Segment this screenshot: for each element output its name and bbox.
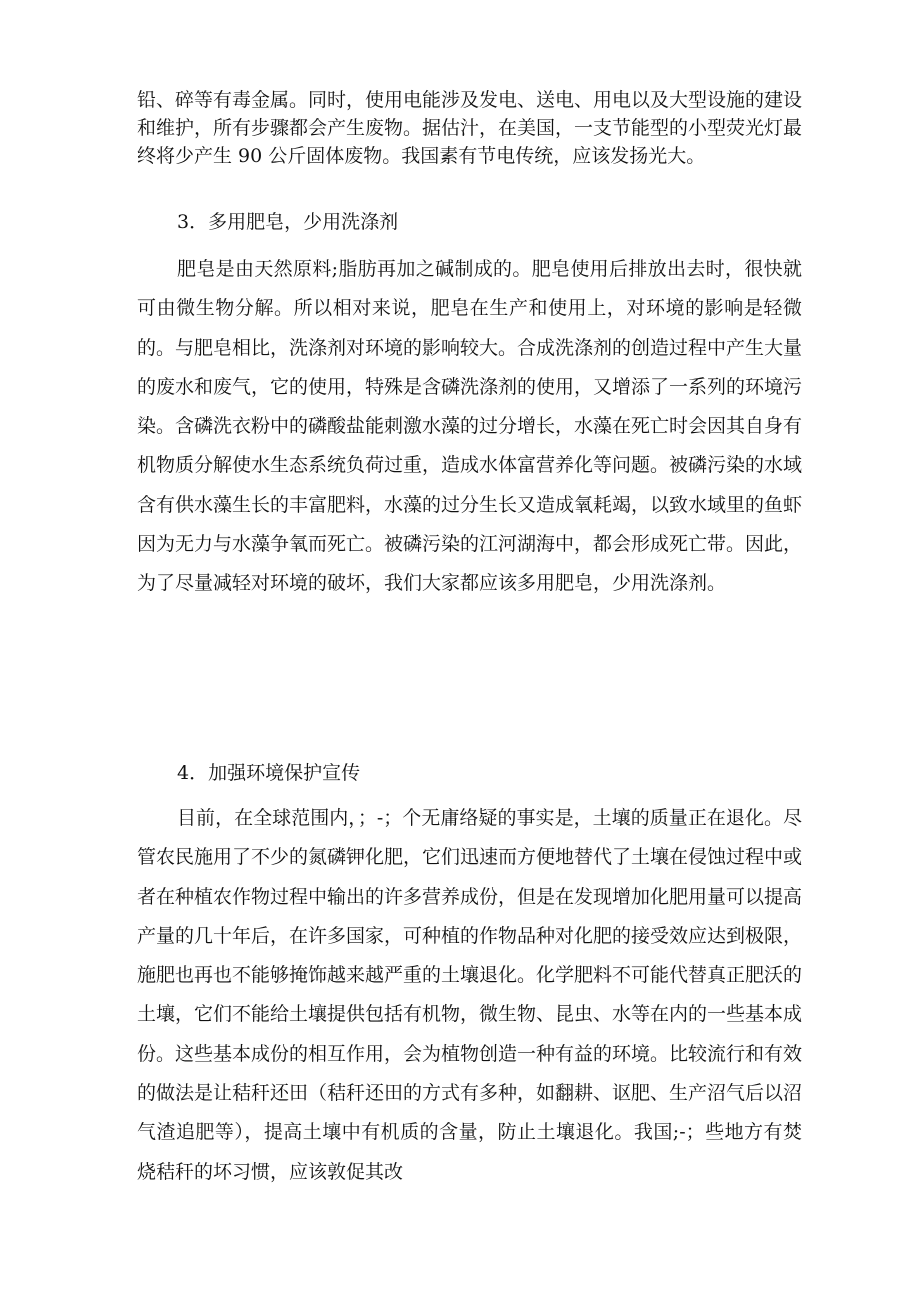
section-heading-4: 4．加强环境保护宣传: [177, 762, 361, 784]
paragraph-soil: 目前，在全球范围内，；-；个无庸络疑的事实是，土壤的质量正在退化。尽管农民施用了不少的氮磷钾化肥，它们迅速而方便地替代了土壤在侵蚀过程中或者在种植农作物过程中输出的许多营养成份，但是在发现增加化肥用量可以提高产量的几十年后，在许多国家，可种植的作物品种对化肥的接受效应达到极限，施肥也再也不能够掩饰越来越严重的土壤退化。化学肥料不可能代替真正肥沃的土壤，它们不能给土壤提供包括有机物，微生物、昆虫、水等在内的一些基本成份。这些基本成份的相互作用，会为植物创造一种有益的环境。比较流行和有效的做法是让秸秆还田（秸秆还田的方式有多种，如翻耕、讴肥、生产沼气后以沼气渣追肥等），提高土壤中有机质的含量，防止土壤退化。我国;-；些地方有焚烧秸秆的坏习惯，应该敦促其改: [137, 807, 803, 1183]
paragraph-soap: 肥皂是由天然原料;脂肪再加之碱制成的。肥皂使用后排放出去时，很快就可由微生物分解。所以相对来说，肥皂在生产和使用上，对环境的影响是轻微的。与肥皂相比，洗涤剂对环境的影响较大。合成洗涤剂的创造过程中产生大量的废水和废气，它的使用，特殊是含磷洗涤剂的使用，又增添了一系列的环境污染。含磷洗衣粉中的磷酸盐能刺激水藻的过分增长，水藻在死亡时会因其自身有机物质分解使水生态系统负荷过重，造成水体富营养化等问题。被磷污染的水域含有供水藻生长的丰富肥料，水藻的过分生长又造成氧耗竭，以致水域里的鱼虾因为无力与水藻争氧而死亡。被磷污染的江河湖海中，都会形成死亡带。因此，为了尽量减轻对环境的破坏，我们大家都应该多用肥皂，少用洗涤剂。: [137, 258, 803, 595]
section-heading-3: 3．多用肥皂，少用洗涤剂: [177, 211, 399, 233]
paragraph-energy-waste: 铅、碎等有毒金属。同时，使用电能涉及发电、送电、用电以及大型设施的建设和维护，所有步骤都会产生废物。据估汁，在美国，一支节能型的小型荧光灯最终将少产生 90 公斤固体废物。我国素有节电传统，应该发扬光大。: [137, 89, 803, 167]
